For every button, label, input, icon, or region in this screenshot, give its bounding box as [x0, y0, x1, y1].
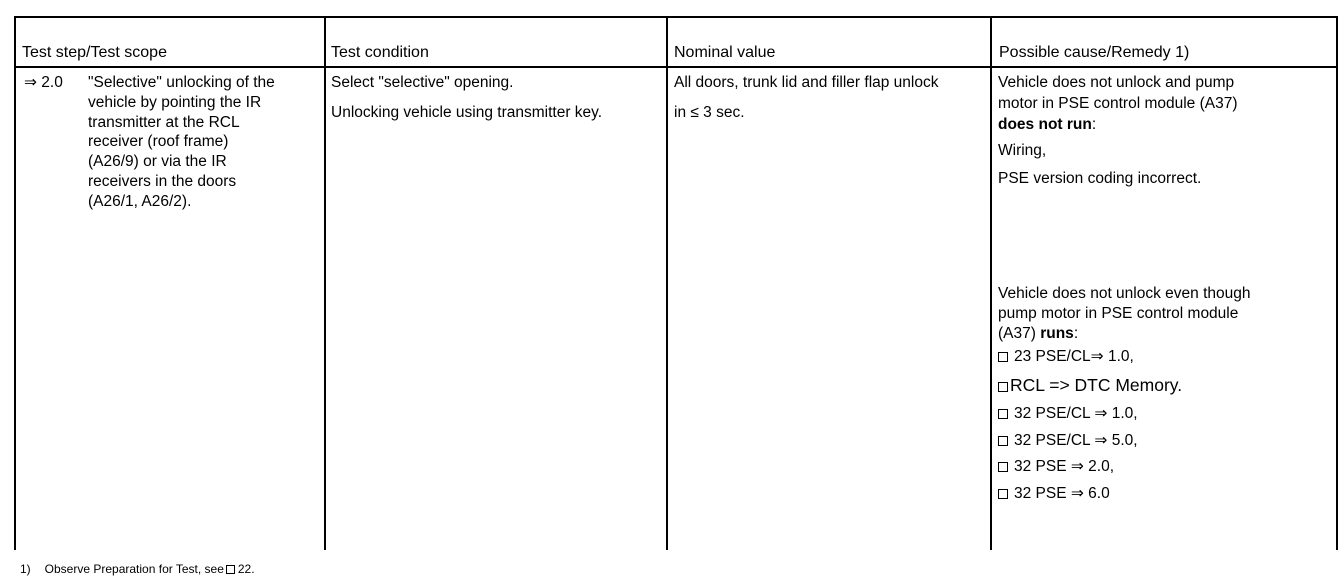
page-reference-icon: [998, 489, 1008, 499]
page-reference-icon: [998, 409, 1008, 419]
reference-text: 32 PSE/CL ⇒ 5.0,: [1014, 431, 1138, 449]
reference-text: RCL => DTC Memory.: [1010, 375, 1183, 396]
footnote-text: Observe Preparation for Test, see: [44, 562, 224, 576]
cause-colon: :: [1091, 115, 1097, 133]
page-reference-icon: [226, 565, 235, 574]
reference-link[interactable]: [998, 374, 1328, 396]
page-reference-icon: [998, 352, 1008, 362]
cause-colon: :: [1073, 324, 1079, 342]
reference-link[interactable]: [998, 484, 1328, 504]
cause-line: [998, 324, 1328, 344]
nominal-line: All doors, trunk lid and filler flap unlock: [674, 74, 939, 91]
cause-line: [998, 115, 1328, 136]
reference-text: 32 PSE ⇒ 2.0,: [1014, 458, 1115, 476]
condition-line: Unlocking vehicle using transmitter key.: [331, 103, 603, 121]
reference-text: 32 PSE ⇒ 6.0: [1014, 485, 1110, 503]
reference-text: 32 PSE/CL ⇒ 1.0,: [1014, 404, 1138, 422]
column-divider: [666, 16, 668, 550]
scope-line: (A26/9) or via the IR: [88, 153, 227, 171]
footnote-page[interactable]: 22.: [237, 562, 255, 576]
cause-prefix: (A37): [998, 324, 1041, 342]
cause-line: motor in PSE control module (A37): [998, 94, 1238, 112]
reference-link[interactable]: [998, 431, 1328, 451]
page-reference-icon: [998, 436, 1008, 446]
cause-line: Vehicle does not unlock and pump: [998, 74, 1235, 91]
column-divider: [990, 16, 992, 550]
scope-line: "Selective" unlocking of the: [88, 74, 275, 91]
page-reference-icon: [998, 382, 1008, 392]
footnote-marker: 1): [20, 562, 31, 576]
cause-line: pump motor in PSE control module: [998, 304, 1239, 322]
cause-item: Wiring,: [998, 141, 1047, 159]
header-possible-cause: Possible cause/Remedy 1): [999, 44, 1190, 61]
scope-line: receivers in the doors: [88, 173, 237, 191]
page-reference-icon: [998, 462, 1008, 472]
condition-line: Select "selective" opening.: [331, 74, 514, 91]
header-test-step: Test step/Test scope: [22, 44, 167, 61]
reference-link[interactable]: [998, 404, 1328, 424]
test-scope: [88, 73, 275, 212]
scope-line: vehicle by pointing the IR: [88, 93, 262, 111]
cause-item: PSE version coding incorrect.: [998, 169, 1202, 187]
step-number: ⇒ 2.0: [24, 74, 63, 91]
possible-cause: [998, 73, 1328, 190]
reference-text: 23 PSE/CL⇒ 1.0,: [1014, 348, 1134, 366]
header-nominal-value: Nominal value: [674, 44, 776, 61]
nominal-line: in ≤ 3 sec.: [674, 103, 745, 121]
scope-line: (A26/1, A26/2).: [88, 192, 192, 210]
nominal-value: [674, 73, 939, 124]
header-test-condition: Test condition: [331, 44, 429, 61]
scope-line: receiver (roof frame): [88, 133, 229, 151]
possible-cause-2: [998, 284, 1328, 511]
test-condition: [331, 73, 602, 124]
reference-link[interactable]: [998, 347, 1328, 367]
header-divider: [14, 66, 1338, 68]
reference-link[interactable]: [998, 457, 1328, 477]
footnote: [20, 562, 255, 576]
cause-emphasis: does not run: [998, 115, 1092, 133]
column-divider: [324, 16, 326, 550]
scope-line: transmitter at the RCL: [88, 113, 240, 131]
cause-line: Vehicle does not unlock even though: [998, 285, 1251, 302]
cause-emphasis: runs: [1040, 324, 1074, 342]
